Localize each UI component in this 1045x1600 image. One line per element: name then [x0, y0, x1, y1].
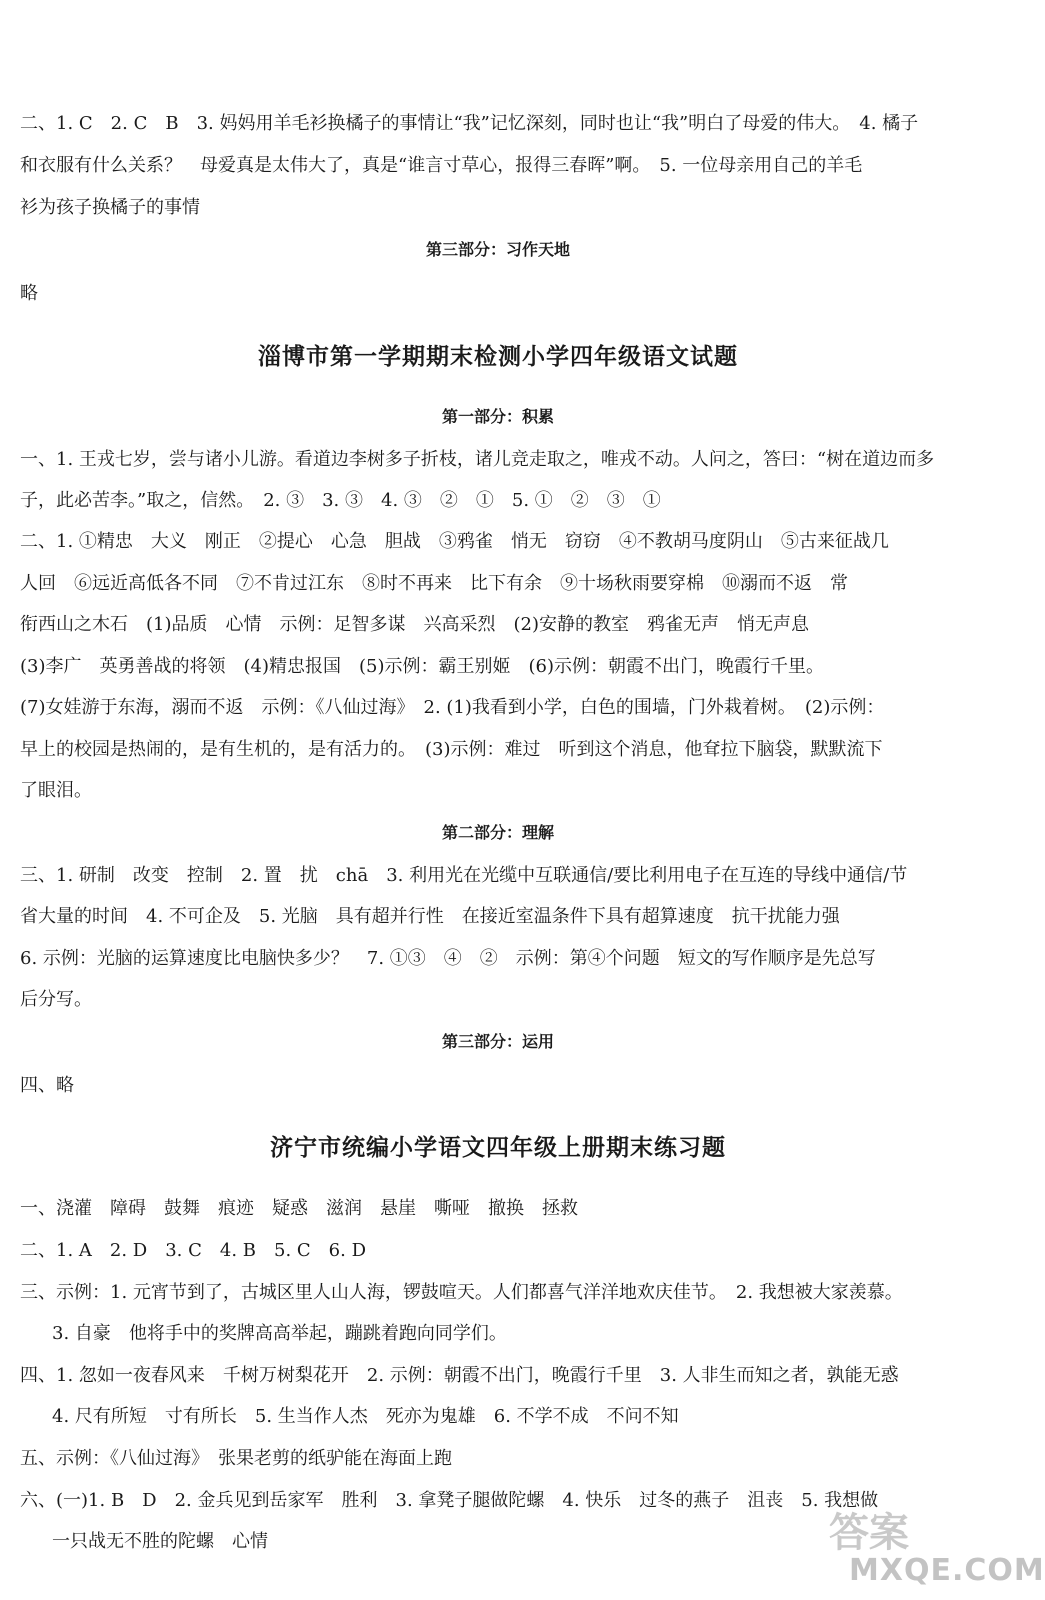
section-heading: 第三部分：习作天地	[425, 240, 570, 259]
answer-line: 三、1. 研制 改变 控制 2. 置 扰 chā 3. 利用光在光缆中互联通信/要比利用电子在互连的导线中通信/节	[20, 865, 908, 886]
answer-line: 4. 尺有所短 寸有所长 5. 生当作人杰 死亦为鬼雄 6. 不学不成 不问不知	[52, 1406, 679, 1427]
section-heading: 第三部分：运用	[441, 1032, 554, 1051]
exam-title: 济宁市统编小学语文四年级上册期末练习题	[270, 1135, 726, 1161]
answer-line: 省大量的时间 4. 不可企及 5. 光脑 具有超并行性 在接近室温条件下具有超算速度 抗干扰能力强	[20, 906, 840, 927]
answer-line: 衫为孩子换橘子的事情	[20, 197, 200, 218]
answer-line: 6. 示例：光脑的运算速度比电脑快多少？ 7. ①③ ④ ② 示例：第④个问题 短文的写作顺序是先总写	[20, 948, 876, 969]
answer-line: 三、示例：1. 元宵节到了，古城区里人山人海，锣鼓喧天。人们都喜气洋洋地欢庆佳节。 2. 我想被大家羡慕。	[20, 1282, 903, 1303]
answer-line: 了眼泪。	[20, 780, 92, 801]
answer-line: 一只战无不胜的陀螺 心情	[52, 1531, 268, 1552]
answer-line: 3. 自豪 他将手中的奖牌高高举起，蹦跳着跑向同学们。	[52, 1323, 507, 1344]
answer-line: 后分写。	[20, 989, 92, 1010]
answer-line: 五、示例：《八仙过海》 张果老剪的纸驴能在海面上跑	[20, 1448, 452, 1469]
answer-line: 四、略	[20, 1075, 74, 1096]
section-heading: 第二部分：理解	[441, 823, 554, 842]
answer-line: 四、1. 忽如一夜春风来 千树万树梨花开 2. 示例：朝霞不出门，晚霞行千里 3. 人非生而知之者，孰能无惑	[20, 1365, 899, 1386]
answer-line: 二、1. ①精忠 大义 刚正 ②提心 心急 胆战 ③鸦雀 悄无 窃窃 ④不教胡马度阴山 ⑤古来征战几	[20, 531, 889, 552]
answer-line: 早上的校园是热闹的，是有生机的，是有活力的。 (3)示例：难过 听到这个消息，他耷拉下脑袋，默默流下	[20, 739, 883, 760]
site-watermark	[809, 1497, 1045, 1592]
answer-line: 一、1. 王戎七岁，尝与诸小儿游。看道边李树多子折枝，诸儿竞走取之，唯戎不动。人问之，答曰：“树在道边而多	[20, 449, 935, 470]
answer-line: 略	[20, 283, 38, 304]
watermark-logo: 答案	[829, 1510, 909, 1556]
answer-line: 衔西山之木石 (1)品质 心情 示例：足智多谋 兴高采烈 (2)安静的教室 鸦雀无声 悄无声息	[20, 614, 809, 635]
answer-line: 六、(一)1. B D 2. 金兵见到岳家军 胜利 3. 拿凳子腿做陀螺 4. 快乐 过冬的燕子 沮丧 5. 我想做	[20, 1490, 879, 1511]
section-heading: 第一部分：积累	[441, 407, 554, 426]
answer-line: (7)女娃游于东海，溺而不返 示例：《八仙过海》 2. (1)我看到小学，白色的围墙，门外栽着树。 (2)示例：	[20, 697, 885, 718]
answer-line: 子，此必苦李。”取之，信然。 2. ③ 3. ③ 4. ③ ② ① 5. ① ② ③ ①	[20, 490, 661, 511]
answer-line: (3)李广 英勇善战的将领 (4)精忠报国 (5)示例：霸王别姬 (6)示例：朝霞不出门，晚霞行千里。	[20, 656, 824, 677]
watermark-url: MXQE.COM	[849, 1553, 1045, 1588]
answer-line: 和衣服有什么关系？ 母爱真是太伟大了，真是“谁言寸草心，报得三春晖”啊。 5. 一位母亲用自己的羊毛	[20, 155, 863, 176]
exam-title: 淄博市第一学期期末检测小学四年级语文试题	[258, 344, 738, 370]
answer-line: 二、1. C 2. C B 3. 妈妈用羊毛衫换橘子的事情让“我”记忆深刻，同时也让“我”明白了母爱的伟大。 4. 橘子	[20, 113, 919, 134]
answer-line: 二、1. A 2. D 3. C 4. B 5. C 6. D	[20, 1240, 367, 1261]
answer-line: 一、浇灌 障碍 鼓舞 痕迹 疑惑 滋润 悬崖 嘶哑 撤换 拯救	[20, 1198, 578, 1219]
answer-line: 人回 ⑥远近高低各不同 ⑦不肯过江东 ⑧时不再来 比下有余 ⑨十场秋雨要穿棉 ⑩溺而不返 常	[20, 573, 848, 594]
